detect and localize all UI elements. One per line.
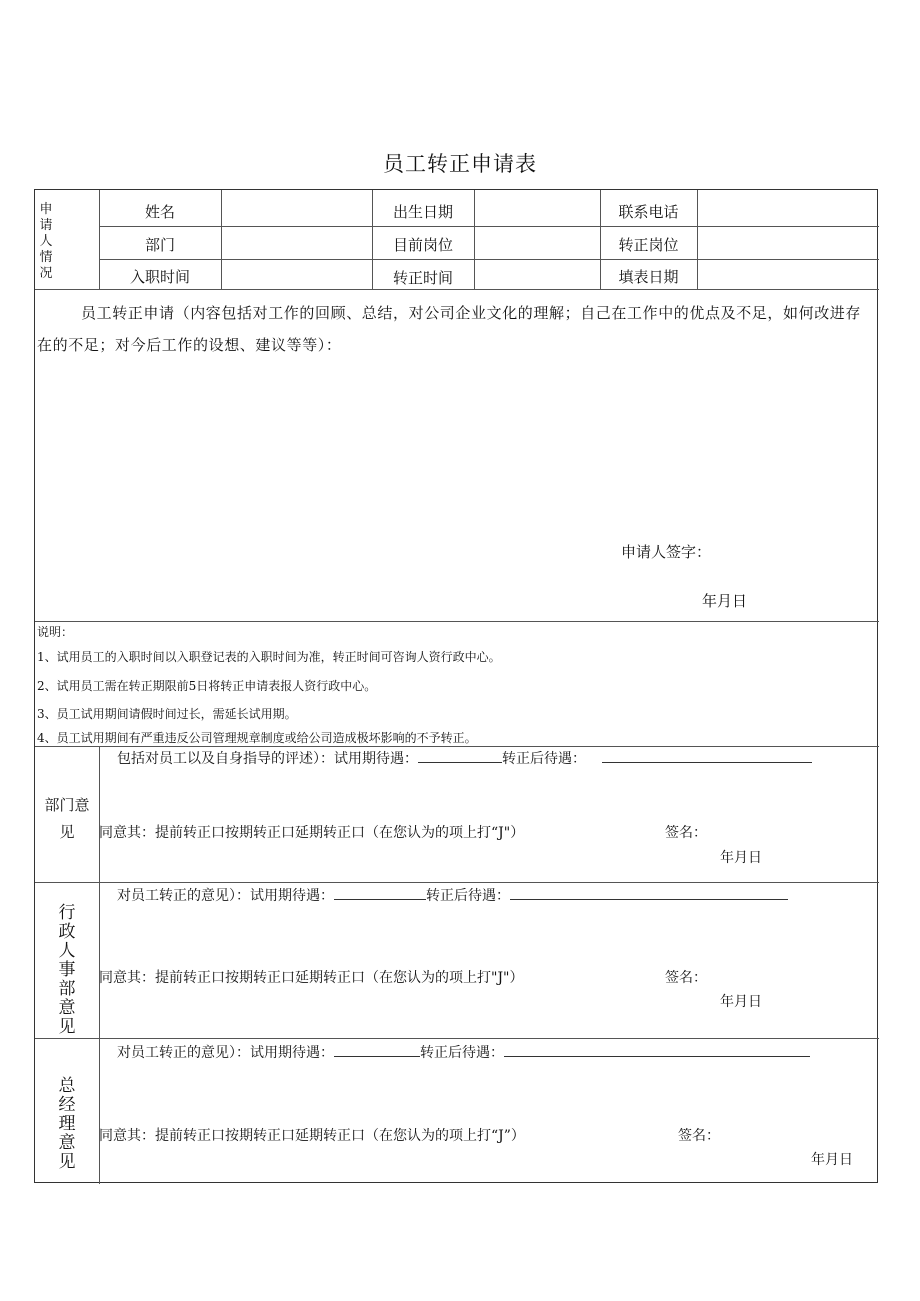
section-divider xyxy=(35,882,879,883)
row-divider xyxy=(99,226,879,227)
applicant-section-label: 申 请 人 情 况 xyxy=(39,202,53,281)
gm-sign-label: 签名： xyxy=(678,1128,720,1144)
probation-pay-blank[interactable] xyxy=(418,749,502,763)
label-phone: 联系电话 xyxy=(618,203,679,221)
form-title: 员工转正申请表 xyxy=(383,152,537,176)
section-divider xyxy=(35,1038,879,1039)
column-divider xyxy=(474,190,475,289)
section-divider xyxy=(35,289,879,290)
department-opinion-options[interactable]: 同意其：提前转正口按期转正口延期转正口（在您认为的项上打“J"） xyxy=(99,825,525,841)
label-regular-position: 转正岗位 xyxy=(618,236,679,254)
probation-pay-blank[interactable] xyxy=(334,886,426,900)
label-department: 部门 xyxy=(144,236,175,254)
column-divider xyxy=(697,190,698,289)
admin-date-label: 年月日 xyxy=(720,994,762,1010)
note-item: 2、试用员工需在转正期限前5日将转正申请表报人资行政中心。 xyxy=(37,679,377,693)
row-divider xyxy=(99,259,879,260)
application-prompt: 员工转正申请（内容包括对工作的回顾、总结，对公司企业文化的理解；自己在工作中的优点及不足，如何改进存在的不足；对今后工作的设想、建议等等）： xyxy=(37,304,862,354)
label-fill-date: 填表日期 xyxy=(618,268,679,286)
department-opinion-intro: 包括对员工以及自身指导的评述）：试用期待遇： 转正后待遇： xyxy=(117,748,812,768)
notes-heading: 说明： xyxy=(37,625,74,639)
section-divider xyxy=(35,746,879,747)
note-item: 3、员工试用期间请假时间过长，需延长试用期。 xyxy=(37,707,297,721)
note-item: 4、员工试用期间有严重违反公司管理规章制度或给公司造成极坏影响的不予转正。 xyxy=(37,731,477,745)
application-date-label: 年月日 xyxy=(702,592,748,610)
admin-opinion-label: 行 政 人 事 部 意 见 xyxy=(58,903,76,1037)
admin-opinion-options[interactable]: 同意其：提前转正口按期转正口延期转正口（在您认为的项上打"J"） xyxy=(99,970,524,986)
column-divider xyxy=(221,190,222,289)
probation-pay-blank[interactable] xyxy=(334,1043,420,1057)
application-form xyxy=(34,189,878,1183)
admin-sign-label: 签名： xyxy=(665,970,707,986)
column-divider xyxy=(99,746,100,1184)
admin-opinion-intro: 对员工转正的意见）：试用期待遇： 转正后待遇： xyxy=(117,885,788,905)
label-regular-date: 转正时间 xyxy=(392,269,453,287)
gm-opinion-label: 总 经 理 意 见 xyxy=(58,1076,76,1172)
department-sign-label: 签名： xyxy=(665,825,707,841)
applicant-signature-label: 申请人签字： xyxy=(621,543,712,561)
note-item: 1、试用员工的入职时间以入职登记表的入职时间为准，转正时间可咨询人资行政中心。 xyxy=(37,650,501,664)
regular-pay-blank[interactable] xyxy=(504,1043,810,1057)
label-current-position: 目前岗位 xyxy=(392,236,453,254)
gm-date-label: 年月日 xyxy=(811,1152,853,1168)
label-join-date: 入职时间 xyxy=(129,268,190,286)
section-divider xyxy=(35,621,879,622)
label-name: 姓名 xyxy=(144,203,175,221)
regular-pay-blank[interactable] xyxy=(602,749,812,763)
label-birth-date: 出生日期 xyxy=(392,203,453,221)
department-opinion-label: 部门意 见 xyxy=(44,796,90,841)
department-date-label: 年月日 xyxy=(720,850,762,866)
regular-pay-blank[interactable] xyxy=(510,886,788,900)
gm-opinion-intro: 对员工转正的意见）：试用期待遇： 转正后待遇： xyxy=(117,1042,810,1062)
gm-opinion-options[interactable]: 同意其：提前转正口按期转正口延期转正口（在您认为的项上打“J”） xyxy=(99,1128,525,1144)
